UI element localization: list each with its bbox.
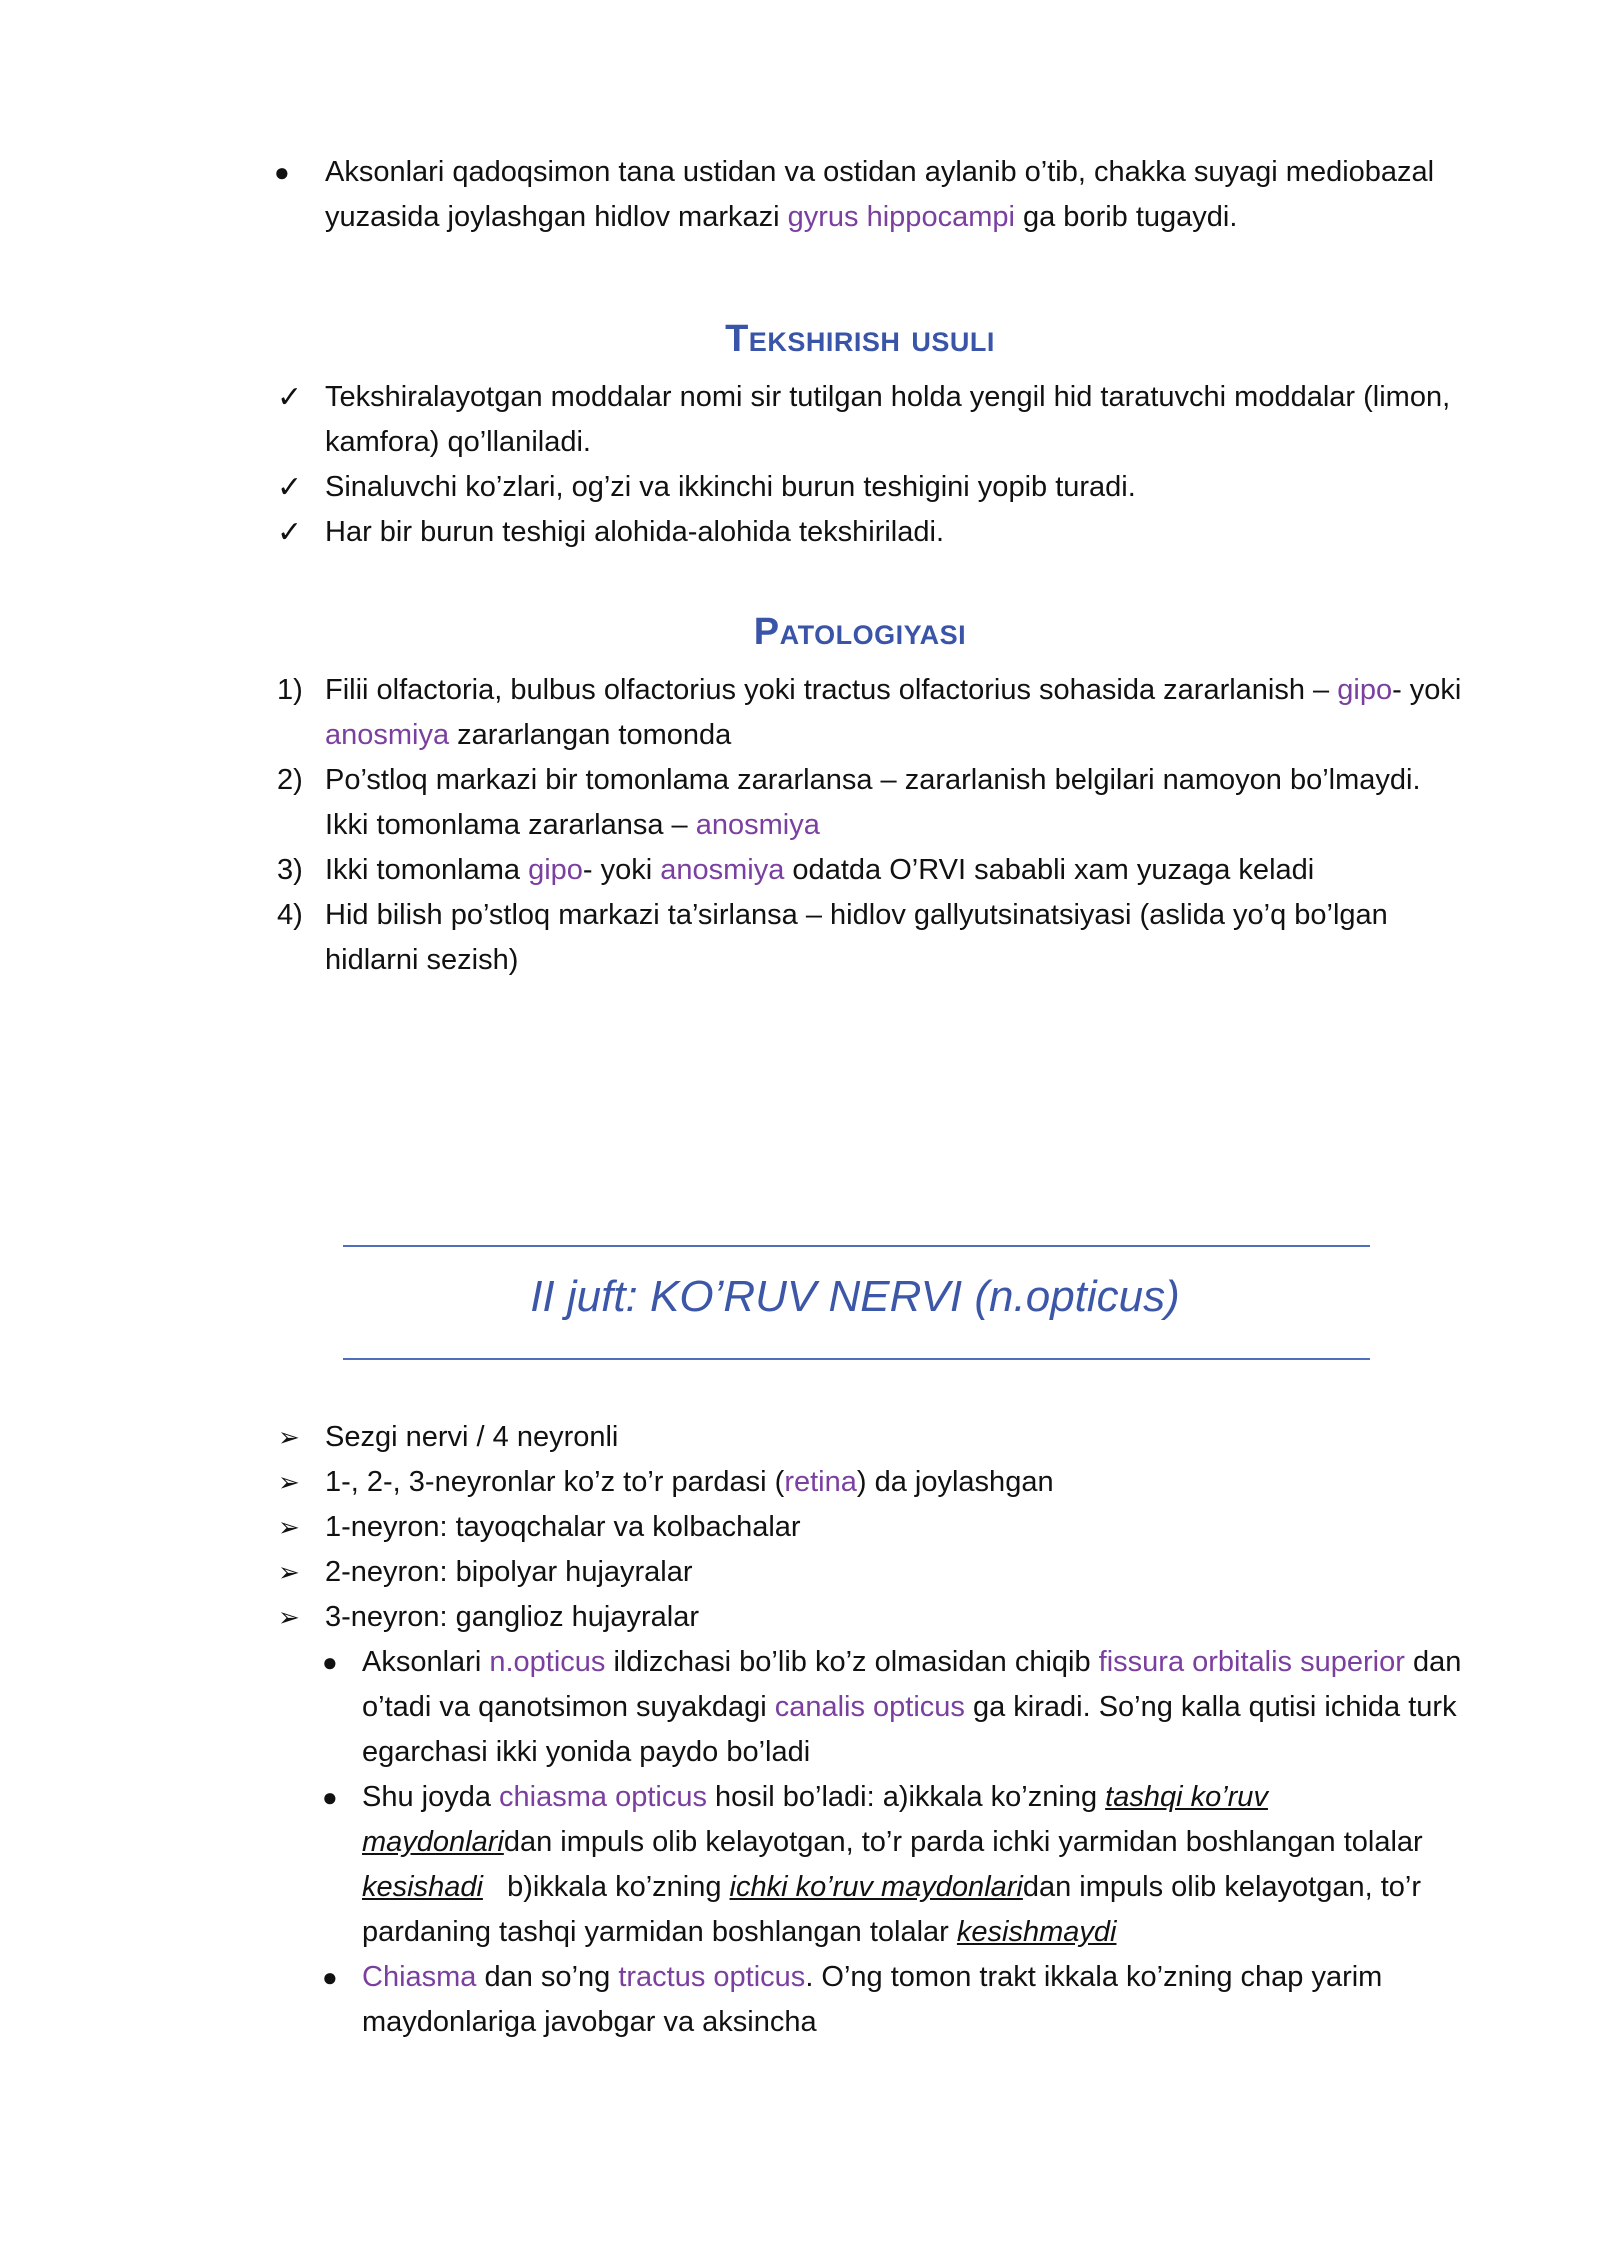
sub-bullet-3-line2: maydonlariga javobgar va aksincha [362, 2006, 817, 2038]
text: dan impuls olib kelayotgan, to’r parda ichki yarmidan boshlangan tolalar [503, 1826, 1423, 1858]
text: ga kiradi. So’ng kalla qutisi ichida turk [964, 1691, 1457, 1723]
section-rule-top [343, 1245, 1370, 1247]
arrow-bullet-icon: ➢ [278, 1602, 300, 1632]
sub-bullet-1-line3: egarchasi ikki yonida paydo bo’ladi [362, 1736, 811, 1768]
section-title: II juft: KO’RUV NERVI (n.opticus) [530, 1272, 1180, 1321]
sub-bullet-2-line2 [362, 1820, 1423, 1865]
text: o’tadi va qanotsimon suyakdagi [362, 1691, 775, 1723]
arrow-item-5-text: 3-neyron: ganglioz hujayralar [325, 1601, 699, 1633]
term-anosmiya: anosmiya [660, 854, 785, 886]
bullet-dot-icon: ● [322, 1647, 338, 1677]
text: dan [1404, 1646, 1462, 1678]
text: dan impuls olib kelayotgan, to’r [1022, 1871, 1422, 1903]
sub-bullet-2-line3 [362, 1865, 1421, 1910]
item-number: 1) [277, 674, 303, 706]
text: dan so’ng [476, 1961, 619, 1993]
term-retina: retina [784, 1466, 857, 1498]
patology-item-3-line1 [325, 848, 1314, 893]
text: - yoki [582, 854, 661, 886]
check-item-3-text: Har bir burun teshigi alohida-alohida tekshiriladi. [325, 516, 945, 548]
patology-item-1-line1 [325, 668, 1461, 713]
bullet-dot-icon: ● [322, 1782, 338, 1812]
term-gyrus: gyrus hippocampi [787, 201, 1015, 233]
sub-bullet-2-line4 [362, 1910, 1116, 1955]
text: Aksonlari [362, 1646, 490, 1678]
arrow-bullet-icon: ➢ [278, 1557, 300, 1587]
arrow-item-2-text [325, 1460, 1054, 1505]
sub-bullet-2-line1 [362, 1775, 1268, 1820]
text: zararlangan tomonda [449, 719, 732, 751]
patology-item-2-line2 [325, 803, 820, 848]
bullet-dot-icon: ● [322, 1962, 338, 1992]
patology-item-4-line1: Hid bilish po’stloq markazi ta’sirlansa – hidlov gallyutsinatsiyasi (aslida yo’q bo’lgan [325, 899, 1388, 931]
intro-line2-text [325, 195, 1237, 240]
check-item-1-line1: Tekshiralayotgan moddalar nomi sir tutilgan holda yengil hid taratuvchi moddalar (limon, [325, 381, 1451, 413]
item-number: 3) [277, 854, 303, 886]
intro-line2-b: ga borib tugaydi. [1014, 201, 1238, 233]
arrow-item-4-text: 2-neyron: bipolyar hujayralar [325, 1556, 693, 1588]
term-gipo: gipo [528, 854, 583, 886]
text: ildizchasi bo’lib ko’z olmasidan chiqib [605, 1646, 1099, 1678]
text: Ikki tomonlama zararlansa – [325, 809, 696, 841]
emphasis-text: kesishadi [362, 1871, 483, 1903]
text: Ikki tomonlama [325, 854, 529, 886]
heading-tekshirish: Tekshirish usuli [725, 318, 995, 360]
term-canalis: canalis opticus [774, 1691, 965, 1723]
item-number: 2) [277, 764, 303, 796]
item-number: 4) [277, 899, 303, 931]
arrow-bullet-icon: ➢ [278, 1512, 300, 1542]
term-gipo: gipo [1337, 674, 1393, 706]
emphasis-text: kesishmaydi [956, 1916, 1117, 1948]
check-item-2-text: Sinaluvchi ko’zlari, og’zi va ikkinchi burun teshigini yopib turadi. [325, 471, 1136, 503]
section-rule-bottom [343, 1358, 1370, 1360]
term-fissura: fissura orbitalis superior [1098, 1646, 1405, 1678]
arrow-bullet-icon: ➢ [278, 1467, 300, 1497]
text: Filii olfactoria, bulbus olfactorius yoki tractus olfactorius sohasida zararlanish – [325, 674, 1338, 706]
patology-item-2-line1: Po’stloq markazi bir tomonlama zararlansa – zararlanish belgilari namoyon bo’lmaydi. [325, 764, 1421, 796]
bullet-dot-icon: ● [274, 157, 290, 187]
checkmark-icon: ✓ [277, 381, 303, 414]
arrow-bullet-icon: ➢ [278, 1422, 300, 1452]
patology-item-4-line2: hidlarni sezish) [325, 944, 519, 976]
intro-line2-a: yuzasida joylashgan hidlov markazi [325, 201, 788, 233]
text: b)ikkala ko’zning [482, 1871, 730, 1903]
term-n-opticus: n.opticus [489, 1646, 606, 1678]
patology-item-1-line2 [325, 713, 731, 758]
document-page: ● Aksonlari qadoqsimon tana ustidan va ostidan aylanib o’tib, chakka suyagi mediobazal yuzasida joylashgan hidlov markazi gyrus hippocampi ga borib tugaydi. Tekshirish usuli ✓ Tekshiralayotgan moddalar nomi sir tutilgan holda yengil hid taratuvchi moddalar (limon, kamfora) qo’llaniladi. ✓ Sinaluvchi ko’zlari, og’zi va ikkinchi burun teshigini yopib turadi. ✓ Har bir burun teshigi alohida-alohida tekshiriladi. Patologiyasi 1) Filii olfactoria, bulbus olfactorius yoki tractus olfactorius sohasida zararlanish – gipo- yoki anosmiya zararlangan tomonda 2) Po’stloq markazi bir tomonlama zararlansa – zararlanish belgilari namoyon bo’lmaydi. Ikki tomonlama zararlansa – anosmiya 3) Ikki tomonlama gipo- yoki anosmiya odatda O’RVI sababli xam yuzaga keladi 4) Hid bilish po’stloq markazi ta’sirlansa – hidlov gallyutsinatsiyasi (aslida yo’q bo’lgan hidlarni sezish) II juft: KO’RUV NERVI (n.opticus) ➢ Sezgi nervi / 4 neyronli ➢ 1-, 2-, 3-neyronlar ko’z to’r pardasi (retina) da joylashgan ➢ 1-neyron: tayoqchalar va kolbachalar ➢ 2-neyron: bipolyar hujayralar ➢ 3-neyron: ganglioz hujayralar ● Aksonlari n.opticus ildizchasi bo’lib ko’z olmasidan chiqib fissura orbitalis superior dan o’tadi va qanotsimon suyakdagi canalis opticus ga kiradi. So’ng kalla qutisi ichida turk egarchasi ikki yonida paydo bo’ladi ● Shu joyda chiasma opticus hosil bo’ladi: a)ikkala ko’zning tashqi ko’ruv maydonlaridan impuls olib kelayotgan, to’r parda ichki yarmidan boshlangan tolalar kesishadi b)ikkala ko’zning ichki ko’ruv maydonlaridan impuls olib kelayotgan, to’r pardaning tashqi yarmidan boshlangan tolalar kesishmaydi ● Chiasma dan so’ng tractus opticus. O’ng tomon trakt ikkala ko’zning chap yarim maydonlariga javobgar va aksincha [0, 0, 1600, 2262]
sub-bullet-3-line1 [362, 1955, 1382, 2000]
emphasis-text: tashqi ko’ruv [1105, 1781, 1268, 1813]
checkmark-icon: ✓ [277, 516, 303, 549]
emphasis-text: maydonlari [362, 1826, 504, 1858]
checkmark-icon: ✓ [277, 471, 303, 504]
text: pardaning tashqi yarmidan boshlangan tolalar [362, 1916, 957, 1948]
arrow-item-3-text: 1-neyron: tayoqchalar va kolbachalar [325, 1511, 801, 1543]
emphasis-text: ichki ko’ruv maydonlari [729, 1871, 1023, 1903]
arrow-item-1-text: Sezgi nervi / 4 neyronli [325, 1421, 619, 1453]
term-anosmiya: anosmiya [325, 719, 450, 751]
sub-bullet-1-line2 [362, 1685, 1457, 1730]
check-item-1-line2: kamfora) qo’llaniladi. [325, 426, 591, 458]
term-chiasma: chiasma opticus [499, 1781, 707, 1813]
text: - yoki [1392, 674, 1462, 706]
text: 1-, 2-, 3-neyronlar ko’z to’r pardasi ( [325, 1466, 785, 1498]
term-tractus: tractus opticus [618, 1961, 806, 1993]
text: . O’ng tomon trakt ikkala ko’zning chap yarim [805, 1961, 1383, 1993]
term-chiasma: Chiasma [362, 1961, 477, 1993]
text: ) da joylashgan [856, 1466, 1054, 1498]
text: odatda O’RVI sababli xam yuzaga keladi [784, 854, 1315, 886]
sub-bullet-1-line1 [362, 1640, 1461, 1685]
text: hosil bo’ladi: a)ikkala ko’zning [706, 1781, 1106, 1813]
text: Shu joyda [362, 1781, 500, 1813]
term-anosmiya: anosmiya [695, 809, 820, 841]
heading-patologiya: Patologiyasi [753, 611, 967, 653]
